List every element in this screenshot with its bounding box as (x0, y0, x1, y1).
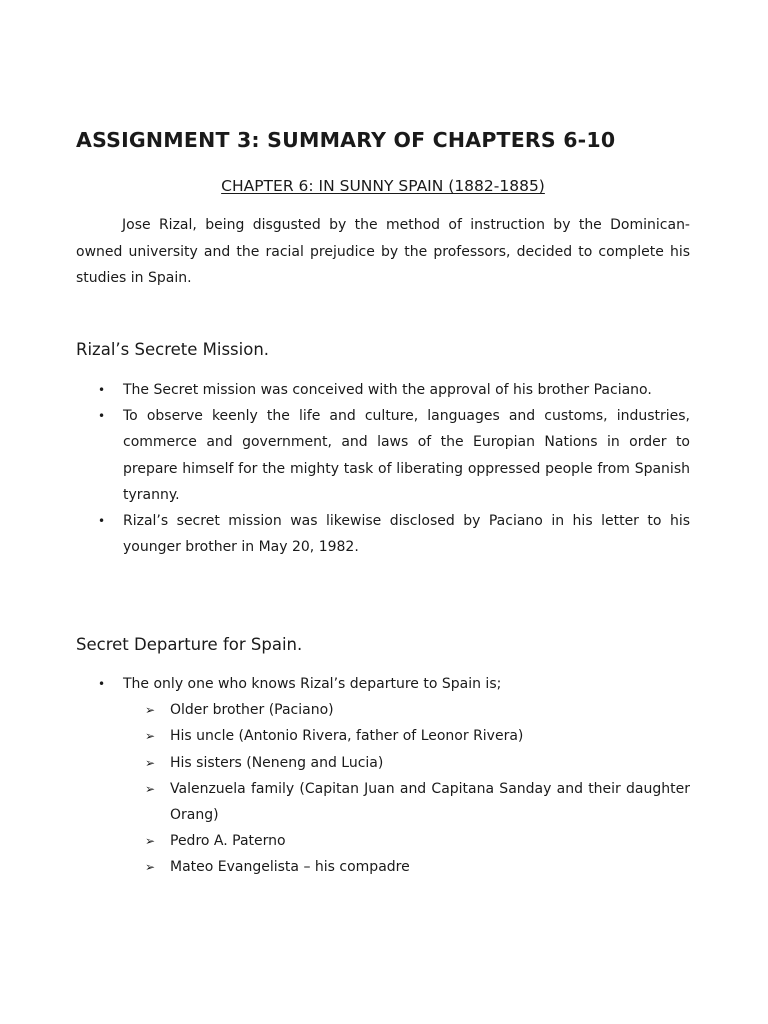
assignment-title: ASSIGNMENT 3: SUMMARY OF CHAPTERS 6-10 (76, 128, 616, 152)
list-item (76, 671, 690, 881)
list-item-text: Rizal’s secret mission was likewise disclosed by Paciano in his letter to his younger brother in May 20, 1982. (123, 513, 690, 556)
list-item-text: The only one who knows Rizal’s departure to Spain is; (123, 676, 502, 692)
bullet-icon: • (98, 383, 106, 397)
document-page (76, 0, 690, 1024)
list-item (76, 508, 690, 560)
sub-list-item (123, 723, 690, 749)
sub-list-item-text: Pedro A. Paterno (170, 833, 286, 850)
section-heading-secret-departure: Secret Departure for Spain. (76, 635, 303, 654)
list-item-text: To observe keenly the life and culture, languages and customs, industries, commerce and government, and laws of the Europian Nations in order to prepare himself for the mighty task of liberating oppressed people from Spanish tyranny. (123, 408, 690, 503)
sub-list-item (123, 828, 690, 854)
list-item-text: The Secret mission was conceived with the approval of his brother Paciano. (123, 382, 652, 398)
sub-list-item (123, 750, 690, 776)
bullet-icon: • (98, 409, 106, 424)
secret-departure-list (76, 671, 690, 881)
list-item (76, 377, 690, 403)
arrow-bullet-icon: ➢ (145, 703, 156, 718)
section-heading-secret-mission: Rizal’s Secrete Mission. (76, 340, 270, 359)
secret-mission-list (76, 377, 690, 560)
arrow-bullet-icon: ➢ (145, 729, 156, 744)
sub-list-item (123, 854, 690, 880)
sub-list-item-text: Valenzuela family (Capitan Juan and Capitana Sanday and their daughter Orang) (170, 780, 690, 824)
sub-list-item (123, 776, 690, 828)
bullet-icon: • (98, 514, 106, 529)
sub-list-item-text: Mateo Evangelista – his compadre (170, 859, 410, 876)
list-item (76, 403, 690, 508)
arrow-bullet-icon: ➢ (145, 834, 156, 849)
departure-sub-list (123, 697, 690, 880)
sub-list-item-text: His uncle (Antonio Rivera, father of Leonor Rivera) (170, 728, 524, 745)
bullet-icon: • (98, 677, 106, 691)
sub-list-item-text: His sisters (Neneng and Lucia) (170, 754, 384, 771)
arrow-bullet-icon: ➢ (145, 755, 156, 770)
intro-paragraph: Jose Rizal, being disgusted by the method of instruction by the Dominican-owned university and the racial prejudice by the professors, decided to complete his studies in Spain. (76, 217, 690, 286)
sub-list-item-text: Older brother (Paciano) (170, 702, 334, 719)
arrow-bullet-icon: ➢ (145, 860, 156, 875)
sub-list-item (123, 697, 690, 723)
arrow-bullet-icon: ➢ (145, 781, 156, 796)
chapter-heading: CHAPTER 6: IN SUNNY SPAIN (1882-1885) (221, 177, 545, 195)
